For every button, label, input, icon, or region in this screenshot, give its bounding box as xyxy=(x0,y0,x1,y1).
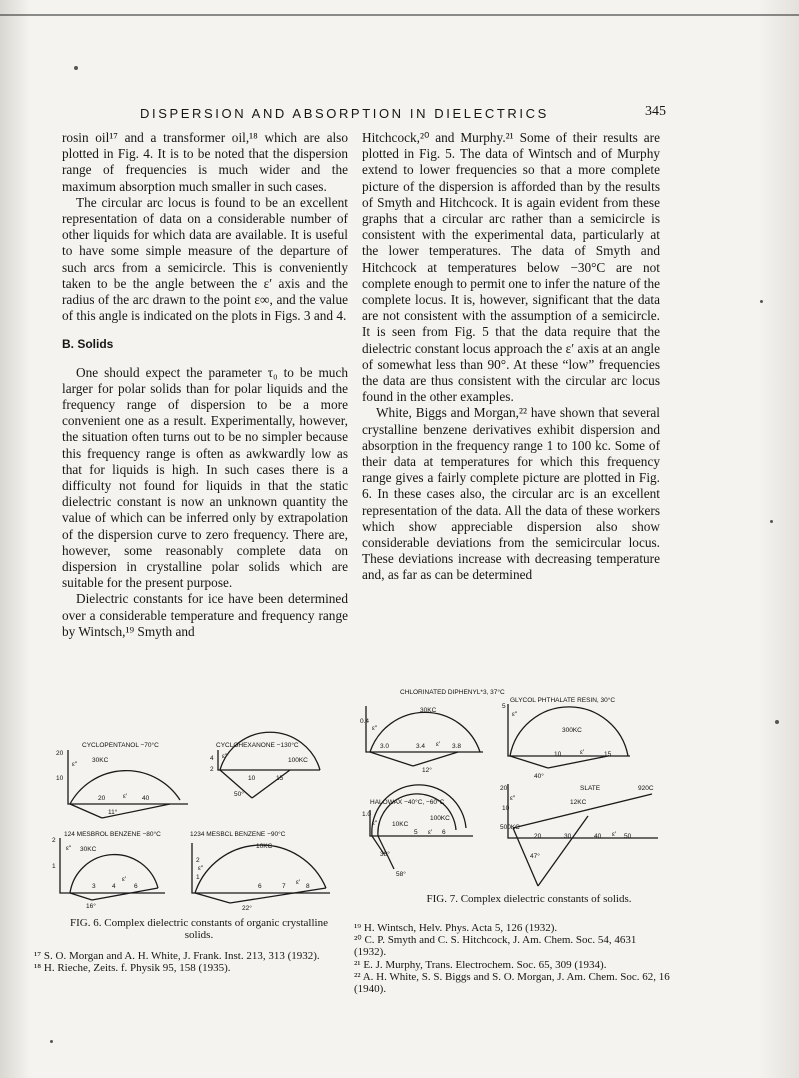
panel-title: 1234 MESBCL BENZENE −90°C xyxy=(190,831,286,838)
running-title: DISPERSION AND ABSORPTION IN DIELECTRICS xyxy=(140,106,549,121)
tick-label: 1.0 xyxy=(362,811,372,818)
axis-label: ε′ xyxy=(122,876,127,883)
tick-label: 30 xyxy=(564,833,572,840)
scan-speck xyxy=(74,66,78,70)
panel-title: 124 MESBROL BENZENE −80°C xyxy=(64,831,161,838)
radius-line xyxy=(252,770,290,798)
paragraph: Hitchcock,²⁰ and Murphy.²¹ Some of their results are plotted in Fig. 5. The data of Wintsch and of Murphy extend to lower frequencies so that a more complete picture of the dispersion is afforded than by the results of Smyth and Hitchcock. It is again evident from these graphs that a circular arc rather than a semicircle is consistent with the experimental data, particularly at the lower temperatures. The data of Smyth and Hitchcock at temperatures below −30°C are not complete enough to permit one to infer the nature of the complete locus. It is, however, significant that the data are not consistent with the assumption of a semicircle. It is seen from Fig. 5 that the data require that the dielectric constant locus approach the ε′ axis at an angle of somewhat less than 90°. At these “low” frequencies the data are thus consistent with the circular arc locus found in the other examples. xyxy=(362,130,660,405)
axis-label: ε′ xyxy=(580,749,585,756)
paragraph: The circular arc locus is found to be an excellent representation of data on a considerable number of other liquids for which data are available. It is useful to have some simple measure of the departure of such arcs from a semicircle. This is conveniently taken to be the angle between the ε′ axis and the radius of the arc drawn to the point ε∞, and the value of this angle is indicated on the plots in Figs. 3 and 4. xyxy=(62,194,348,324)
angle-label: 16° xyxy=(86,903,96,910)
tick-label: 6 xyxy=(134,883,138,890)
figure-7-plots xyxy=(358,686,668,886)
tick-label: 2 xyxy=(196,857,200,864)
radius-line xyxy=(70,893,92,900)
panel-title: SLATE xyxy=(580,785,601,792)
tick-label: 5 xyxy=(414,829,418,836)
tick-label: 3.0 xyxy=(380,743,390,750)
frequency-label: 100KC xyxy=(430,815,450,822)
tick-label: 8 xyxy=(306,883,310,890)
figure-7-caption: FIG. 7. Complex dielectric constants of solids. xyxy=(426,893,632,905)
angle-label: 11° xyxy=(108,809,118,816)
tick-label: 40 xyxy=(594,833,602,840)
axes xyxy=(68,750,188,804)
tick-label: 6 xyxy=(442,829,446,836)
footnote: ¹⁷ S. O. Morgan and A. H. White, J. Frank. Inst. 213, 313 (1932). xyxy=(34,950,320,962)
axis-label: ε″ xyxy=(510,795,516,802)
tick-label: 6 xyxy=(258,883,262,890)
tick-label: 10 xyxy=(554,751,562,758)
angle-label: 22° xyxy=(242,905,252,912)
axis-label: ε″ xyxy=(66,845,72,852)
scan-speck xyxy=(50,1040,53,1043)
angle-label: 47° xyxy=(530,853,540,860)
radius-line xyxy=(70,804,102,818)
arc-locus xyxy=(220,732,320,770)
frequency-label: 12KC xyxy=(570,799,587,806)
tick-label: 50 xyxy=(624,833,632,840)
radius-line xyxy=(370,752,413,766)
arc-locus xyxy=(372,785,466,836)
angle-label: 12° xyxy=(422,767,432,774)
frequency-label: 500KC xyxy=(500,824,520,831)
tick-label: 7 xyxy=(282,883,286,890)
tick-label: 20 xyxy=(98,795,106,802)
tick-label: 5 xyxy=(502,703,506,710)
axis-label: ε″ xyxy=(512,711,518,718)
figure-6-plots xyxy=(30,738,350,913)
tick-label: 15 xyxy=(604,751,612,758)
tick-label: 4 xyxy=(210,755,214,762)
right-column xyxy=(362,130,660,584)
section-heading: B. Solids xyxy=(62,337,114,352)
angle-label: 50° xyxy=(234,791,244,798)
binding-edge xyxy=(0,14,799,16)
footnote: ²² A. H. White, S. S. Biggs and S. O. Morgan, J. Am. Chem. Soc. 62, 16 (1940). xyxy=(354,970,670,996)
radius-line xyxy=(195,893,230,903)
tick-label: 20 xyxy=(500,785,508,792)
tick-label: 20 xyxy=(56,750,64,757)
frequency-label: 30KC xyxy=(92,757,109,764)
radius-line xyxy=(510,756,548,768)
tick-label: 10 xyxy=(502,805,510,812)
paragraph: One should expect the parameter τ₀ to be much larger for polar solids than for polar liquids and the frequency range of dispersion to be a more convenient one as a result. Experimentally, however, the situation often turns out to be no simpler because this frequency range is often as awkwardly low as that for liquids is high. In such cases there is a difficulty not found for liquids in that the static dielectric constant is now an unknown quantity the value of which can be inferred only by extrapolation of the dispersion curve to zero frequency. There are, however, some reasonably complete data on dispersion in crystalline polar solids which are suitable for the present purpose. xyxy=(62,364,348,591)
axis-label: ε′ xyxy=(296,879,301,886)
axes xyxy=(370,810,473,836)
axis-label: ε″ xyxy=(372,820,378,827)
angle-label: 38° xyxy=(380,851,390,858)
right-footnotes xyxy=(354,922,670,995)
panel-title: HALOWAX −40°C, −60°C xyxy=(370,799,445,806)
scan-shadow-right xyxy=(759,0,799,1078)
page-number: 345 xyxy=(645,104,666,119)
axis-label: ε″ xyxy=(372,725,378,732)
tick-label: 2 xyxy=(52,837,56,844)
tick-label: 3.4 xyxy=(416,743,426,750)
axis-label: ε′ xyxy=(428,829,433,836)
tick-label: 10 xyxy=(56,775,64,782)
panel-title: CHLORINATED DIPHENYL*3, 37°C xyxy=(400,689,505,696)
left-footnotes xyxy=(34,950,334,974)
paragraph: Dielectric constants for ice have been determined over a considerable temperature and frequency range by Wintsch,¹⁹ Smyth and xyxy=(62,591,348,639)
tick-label: 3.8 xyxy=(452,743,462,750)
axis-label: ε″ xyxy=(198,865,204,872)
angle-label: 58° xyxy=(396,871,406,878)
frequency-label: 300KC xyxy=(562,727,582,734)
figure-6-caption: FIG. 6. Complex dielectric constants of organic crystalline solids. xyxy=(70,917,328,941)
temperature-label: 920C xyxy=(638,785,654,792)
tick-label: 15 xyxy=(276,775,284,782)
tick-label: 20 xyxy=(534,833,542,840)
footnote: ²¹ E. J. Murphy, Trans. Electrochem. Soc. 65, 309 (1934). xyxy=(354,958,607,971)
radius-line xyxy=(92,888,158,900)
footnote: ²⁰ C. P. Smyth and C. S. Hitchcock, J. Am. Chem. Soc. 54, 4631 (1932). xyxy=(354,934,637,959)
tick-label: 3 xyxy=(92,883,96,890)
axis-label: ε″ xyxy=(222,753,228,760)
scan-shadow-left xyxy=(0,0,30,1078)
tick-label: 1 xyxy=(52,863,56,870)
panel-title: GLYCOL PHTHALATE RESIN, 30°C xyxy=(510,697,616,704)
scan-speck xyxy=(770,520,773,523)
frequency-label: 10KC xyxy=(256,843,273,850)
panel-title: CYCLOHEXANONE −130°C xyxy=(216,742,299,749)
tick-label: 2 xyxy=(210,766,214,773)
scan-speck xyxy=(775,720,779,724)
paragraph: White, Biggs and Morgan,²² have shown that several crystalline benzene derivatives exhibit dispersion and absorption in the frequency range 1 to 100 kc. Some of their data at temperatures for which this frequency range gives a fairly complete picture are plotted in Fig. 6. In these cases also, the circular arc is an excellent representation of the data. All the data of these workers which show appreciable dispersion also show considerable deviations from the semicircular locus. These deviations increase with decreasing temperature and, as far as can be determined xyxy=(362,405,660,583)
tick-label: 40 xyxy=(142,795,150,802)
figure-7 xyxy=(358,686,668,886)
axis-label: ε″ xyxy=(72,761,78,768)
tick-label: 4 xyxy=(112,883,116,890)
figure-6 xyxy=(30,738,350,913)
radius-line xyxy=(538,816,588,886)
radius-line xyxy=(413,752,458,766)
axis-label: ε′ xyxy=(123,793,128,800)
angle-label: 40° xyxy=(534,773,544,780)
radius-line xyxy=(230,888,326,903)
tick-label: 10 xyxy=(248,775,256,782)
panel-title: CYCLOPENTANOL −70°C xyxy=(82,742,159,749)
left-column xyxy=(62,130,348,640)
footnote: ¹⁸ H. Rieche, Zeits. f. Physik 95, 158 (1935). xyxy=(34,962,231,975)
tick-label: 0.4 xyxy=(360,718,370,725)
footnote: ¹⁹ H. Wintsch, Helv. Phys. Acta 5, 126 (1932). xyxy=(354,922,558,934)
frequency-label: 30KC xyxy=(80,846,97,853)
frequency-label: 100KC xyxy=(288,757,308,764)
frequency-label: 30KC xyxy=(420,707,437,714)
axis-label: ε′ xyxy=(436,741,441,748)
axis-label: ε′ xyxy=(612,831,617,838)
tick-label: 1 xyxy=(196,874,200,881)
frequency-label: 10KC xyxy=(392,821,409,828)
scan-speck xyxy=(760,300,763,303)
paragraph: rosin oil¹⁷ and a transformer oil,¹⁸ which are also plotted in Fig. 4. It is to be noted that the dispersion range of frequencies is much wider and the maximum absorption much smaller in such cases. xyxy=(62,130,348,194)
